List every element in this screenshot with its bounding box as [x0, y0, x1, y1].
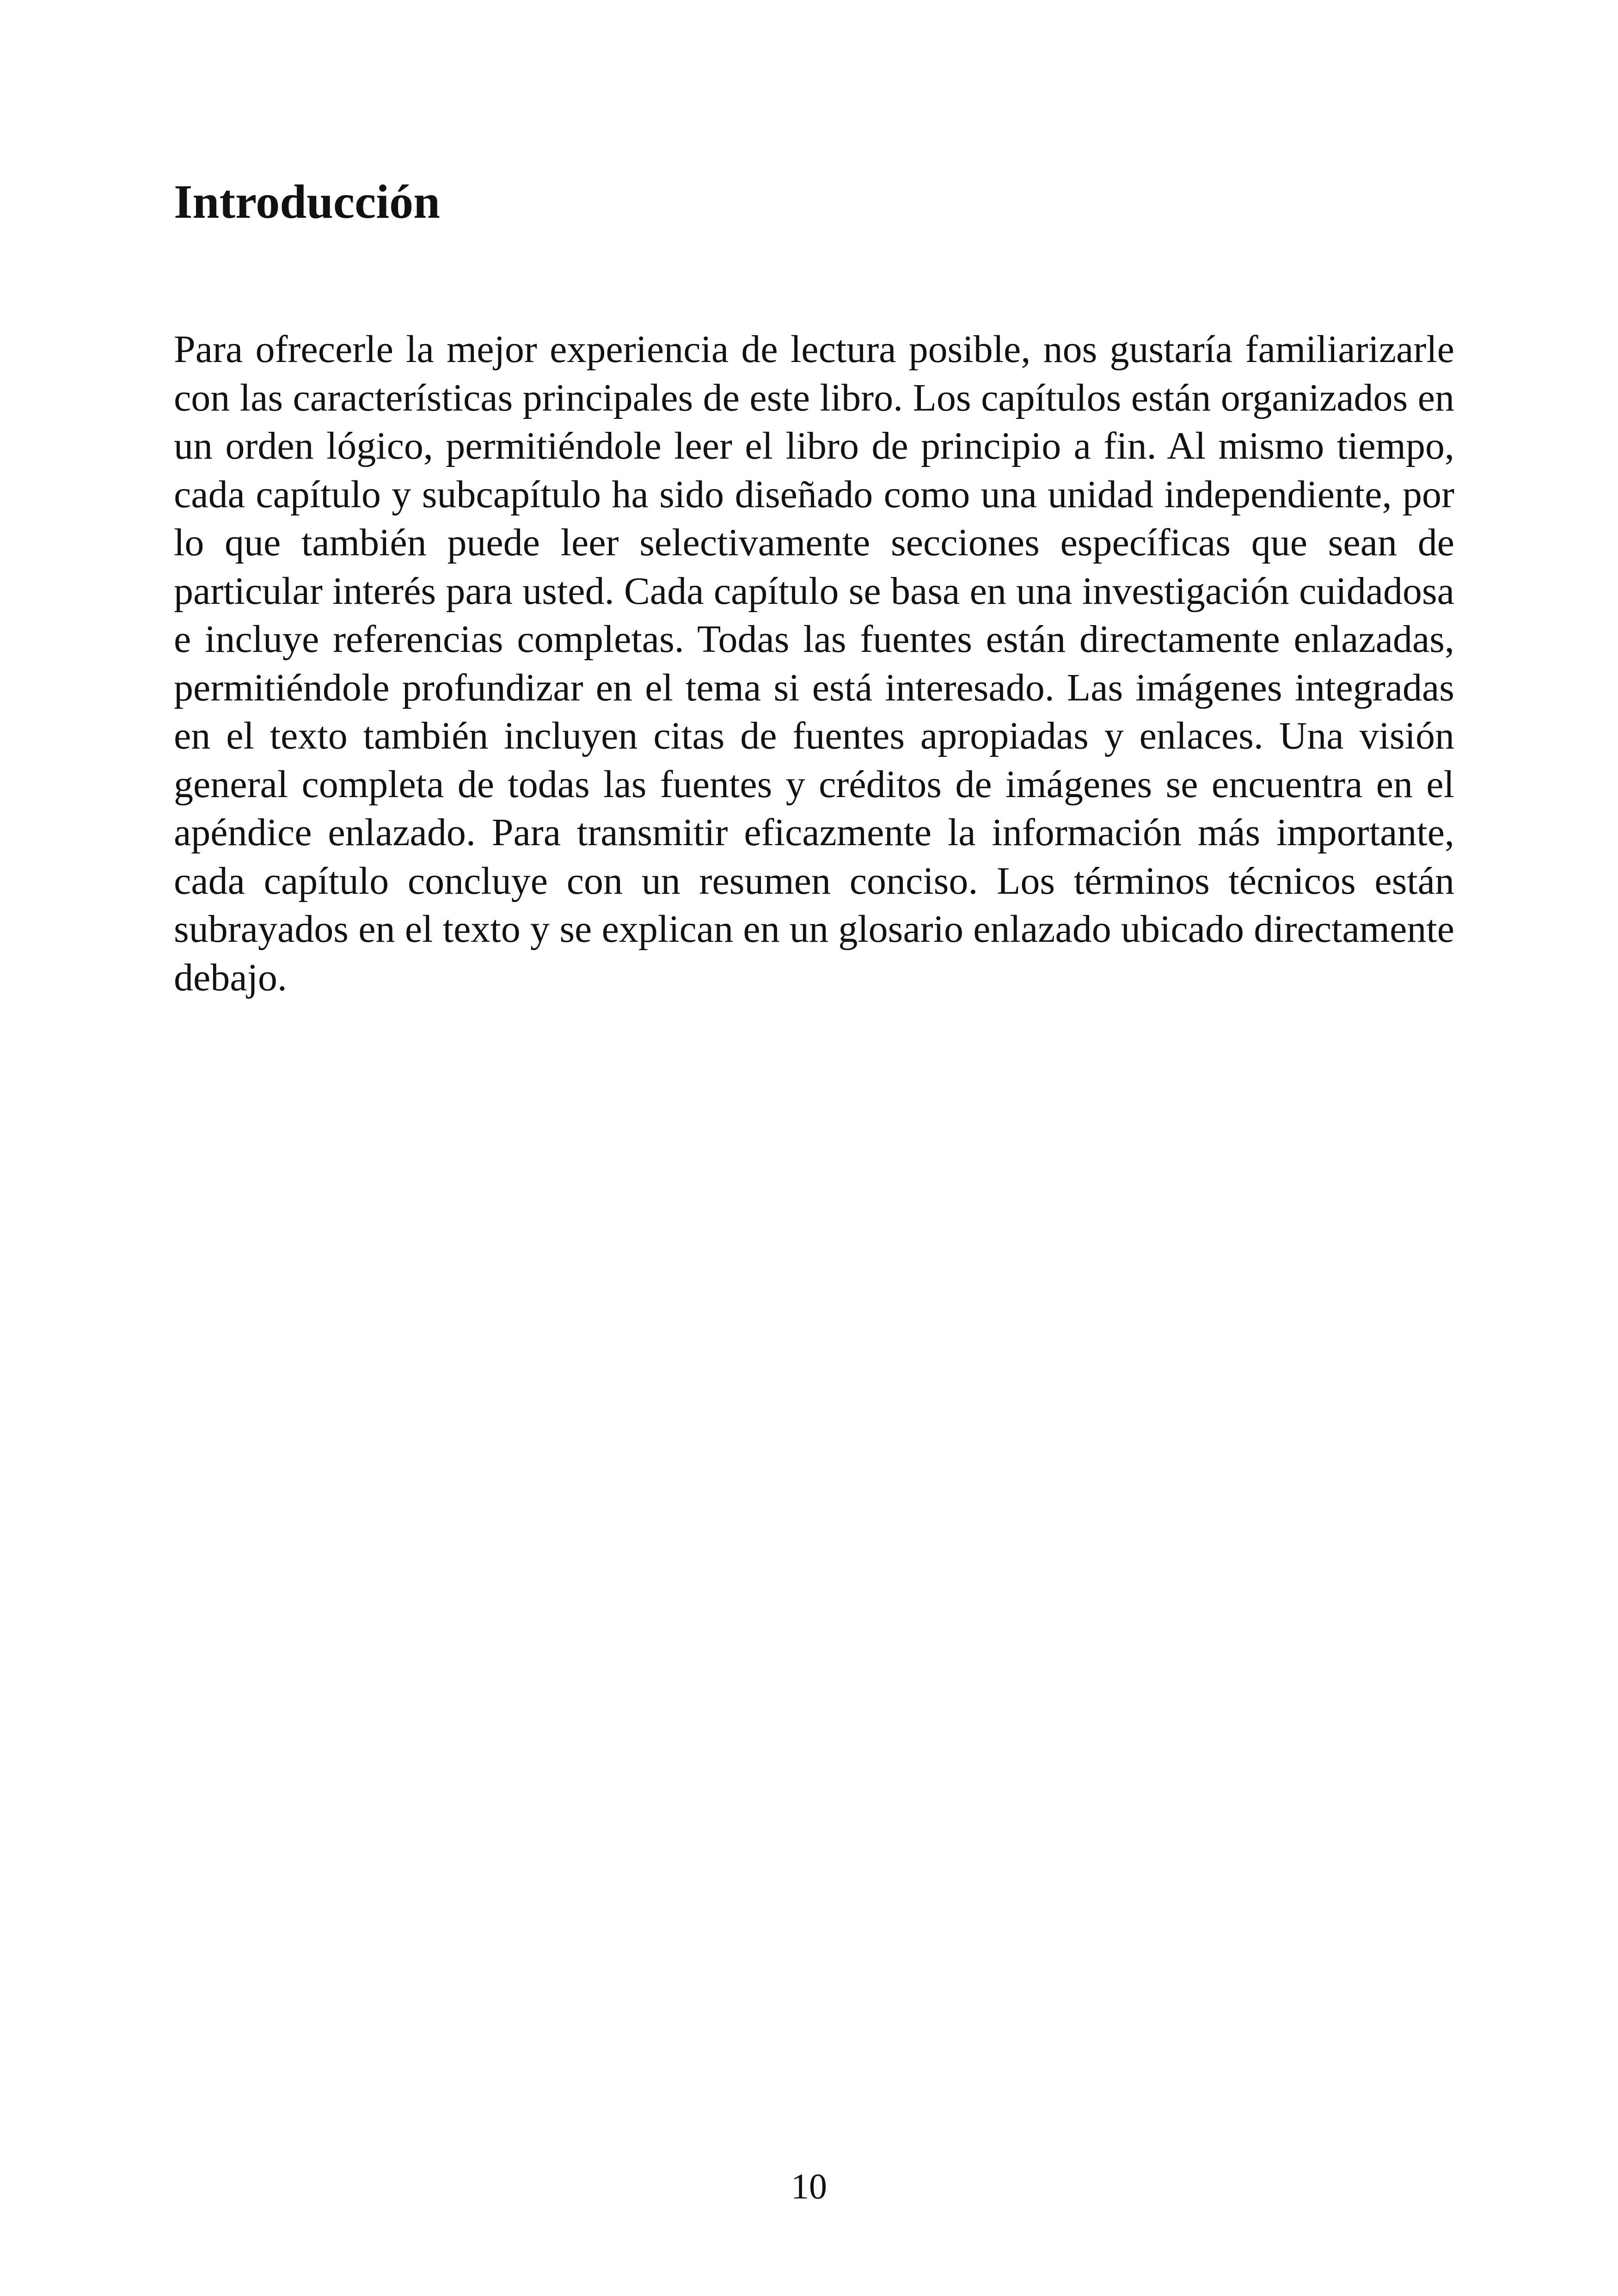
page-number: 10 — [791, 2166, 827, 2206]
introduction-paragraph: Para ofrecerle la mejor experiencia de lectura posible, nos gustaría familiarizarle con las características principales de este libro. Los capítulos están organizados en un orden lógico, permitiéndole leer el libro de principio a fin. Al mismo tiempo, cada capítulo y subcapítulo ha sido diseñado como una unidad independiente, por lo que también puede leer selectivamente secciones específicas que sean de particular interés para usted. Cada capítulo se basa en una investigación cuidadosa e incluye referencias completas. Todas las fuentes están directamente enlazadas, permitiéndole profundizar en el tema si está interesado. Las imágenes integradas en el texto también incluyen citas de fuentes apropiadas y enlaces. Una visión general completa de todas las fuentes y créditos de imágenes se encuentra en el apéndice enlazado. Para transmitir eficazmente la información más importante, cada capítulo concluye con un resumen conciso. Los términos técnicos están subrayados en el texto y se explican en un glosario enlazado ubicado directamente debajo. — [174, 328, 1454, 999]
chapter-title: Introducción — [174, 175, 440, 228]
